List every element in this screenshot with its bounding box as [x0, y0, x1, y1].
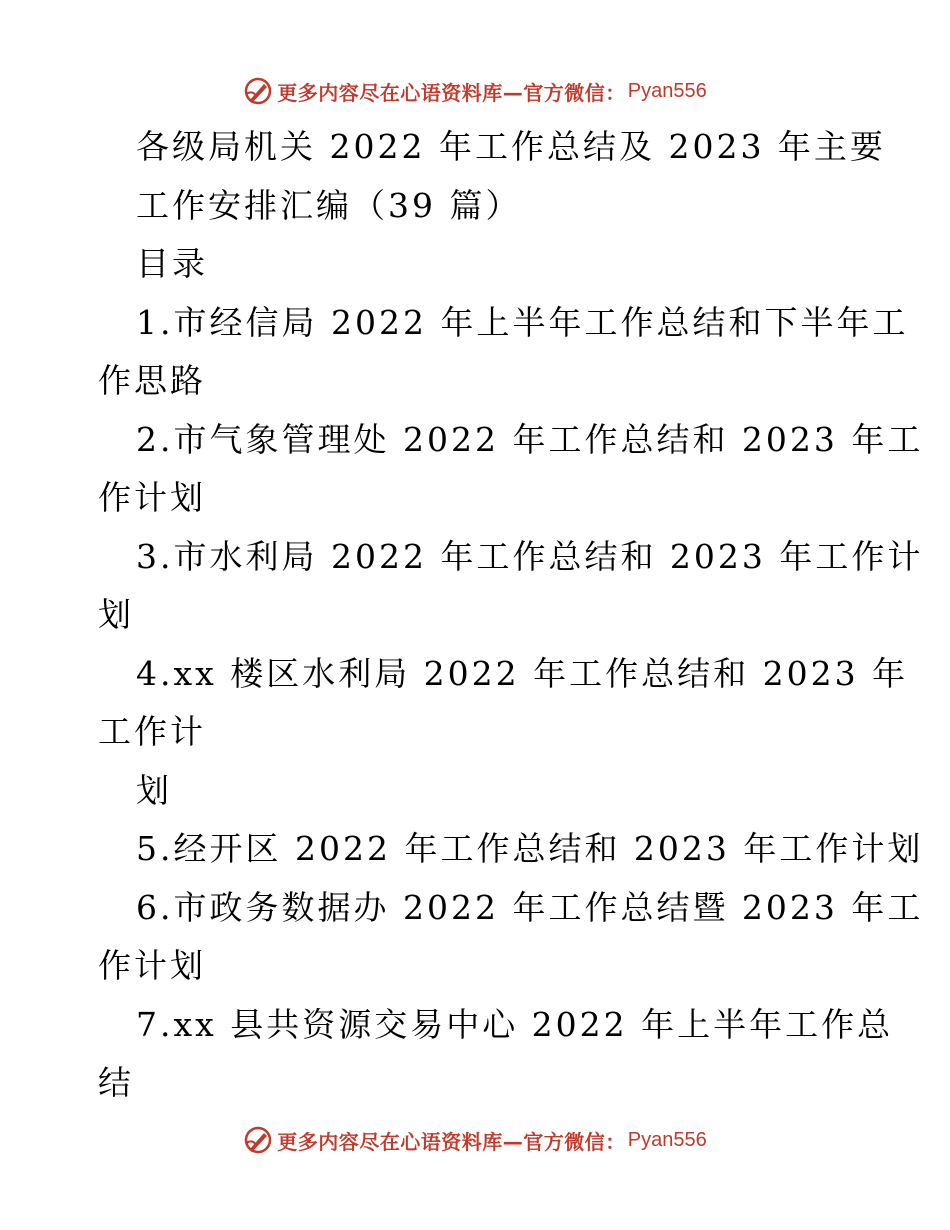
document-body — [98, 118, 924, 1113]
document-line: 5.经开区 2022 年工作总结和 2023 年工作计划 — [136, 829, 924, 868]
watermark-text: 更多内容尽在心语资料库—官方微信： — [277, 80, 626, 105]
watermark-wechat-id: Pyan556 — [627, 1128, 707, 1151]
document-line: 各级局机关 2022 年工作总结及 2023 年主要 — [136, 127, 886, 166]
document-line: 作计划 — [98, 478, 206, 517]
document-line: 工作安排汇编（39 篇） — [136, 185, 522, 225]
document-line: 作思路 — [98, 361, 206, 400]
document-line: 目录 — [136, 244, 208, 283]
document-line: 工作计 — [98, 712, 206, 751]
pen-logo-icon — [243, 76, 273, 106]
document-line: 3.市水利局 2022 年工作总结和 2023 年工作计 — [136, 536, 924, 576]
document-line: 作计划 — [98, 946, 206, 985]
document-line: 6.市政务数据办 2022 年工作总结暨 2023 年工 — [136, 887, 924, 927]
pen-logo-icon — [243, 1125, 273, 1155]
footer-watermark — [0, 1120, 950, 1160]
document-line: 7.xx 县共资源交易中心 2022 年上半年工作总 — [136, 1004, 894, 1044]
document-line: 1.市经信局 2022 年上半年工作总结和下半年工 — [136, 302, 909, 342]
document-line: 划 — [136, 770, 172, 810]
document-line: 结 — [98, 1063, 134, 1102]
document-line: 2.市气象管理处 2022 年工作总结和 2023 年工 — [136, 419, 924, 459]
document-line: 4.xx 楼区水利局 2022 年工作总结和 2023 年 — [136, 653, 909, 693]
header-watermark — [0, 71, 950, 111]
watermark-text: 更多内容尽在心语资料库—官方微信： — [277, 1129, 626, 1154]
watermark-wechat-id: Pyan556 — [627, 79, 707, 102]
document-line: 划 — [98, 595, 134, 634]
